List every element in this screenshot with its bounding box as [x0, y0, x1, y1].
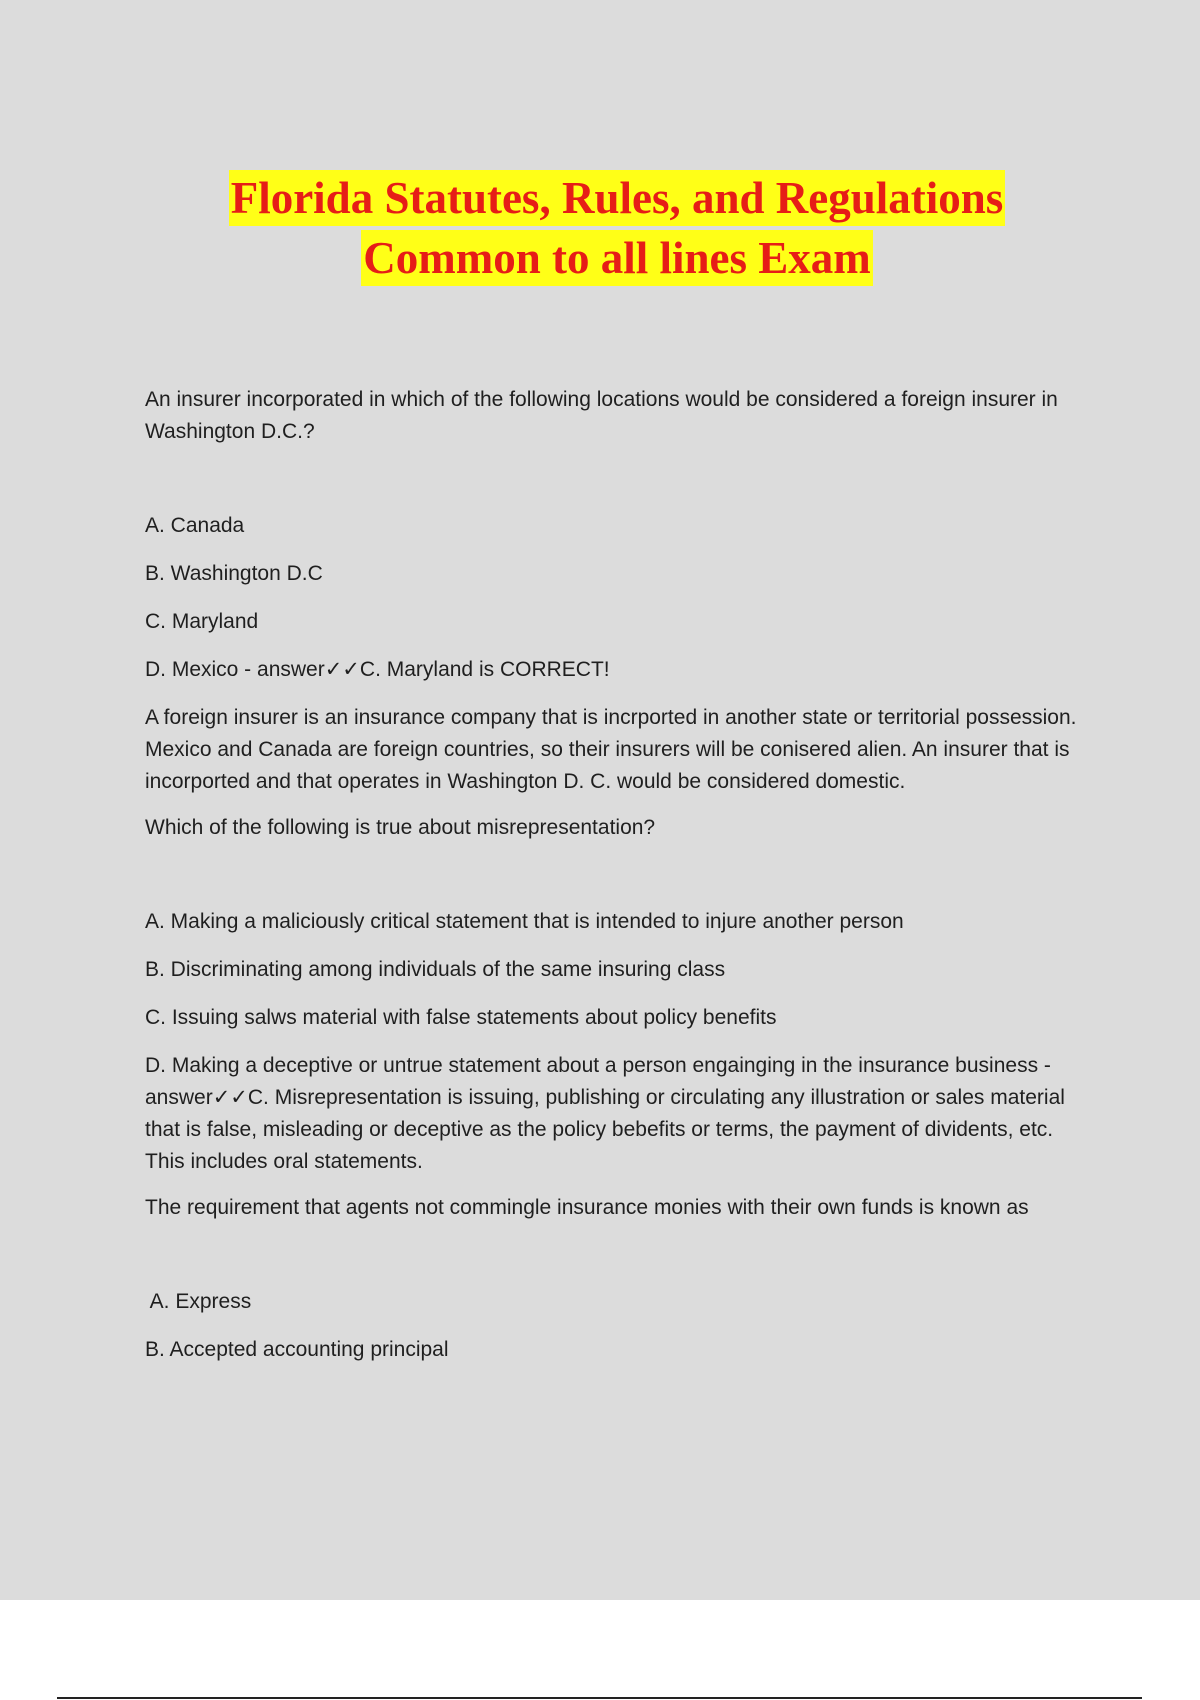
- option-item: C. Issuing salws material with false statements about policy benefits: [145, 1006, 777, 1029]
- option-answer: D. Making a deceptive or untrue statement about a person engainging in the insurance business - answer✓✓C. Misrepresentation is issuing, publishing or circulating any illustration or sales material that is false, misleading or deceptive as the policy bebefits or terms, the payment of dividents, etc. This includes oral statements.: [145, 1054, 1065, 1173]
- option-item: C. Maryland: [145, 610, 259, 633]
- option-item: B. Discriminating among individuals of the same insuring class: [145, 958, 726, 981]
- document-title: [0, 168, 1200, 288]
- footer-divider: [57, 1697, 1142, 1699]
- question-text: The requirement that agents not commingle insurance monies with their own funds is known as: [145, 1196, 1029, 1219]
- exam-content: [145, 384, 1095, 1366]
- title-line-2: Common to all lines Exam: [361, 230, 873, 286]
- question-text: Which of the following is true about misrepresentation?: [145, 816, 656, 839]
- option-item: B. Washington D.C: [145, 562, 323, 585]
- option-item: A. Canada: [145, 514, 245, 537]
- option-item: A. Express: [145, 1290, 252, 1313]
- question-text: An insurer incorporated in which of the following locations would be considered a foreign insurer in Washington D.C.?: [145, 388, 1058, 443]
- option-item: B. Accepted accounting principal: [145, 1338, 449, 1361]
- answer-explanation: A foreign insurer is an insurance company that is incrported in another state or territorial possession. Mexico and Canada are foreign countries, so their insurers will be conisered alien. An insurer that is incorported and that operates in Washington D. C. would be considered domestic.: [145, 706, 1077, 793]
- option-item: A. Making a maliciously critical statement that is intended to injure another person: [145, 910, 904, 933]
- option-answer: D. Mexico - answer✓✓C. Maryland is CORRECT!: [145, 658, 610, 681]
- title-line-1: Florida Statutes, Rules, and Regulations: [229, 170, 1006, 226]
